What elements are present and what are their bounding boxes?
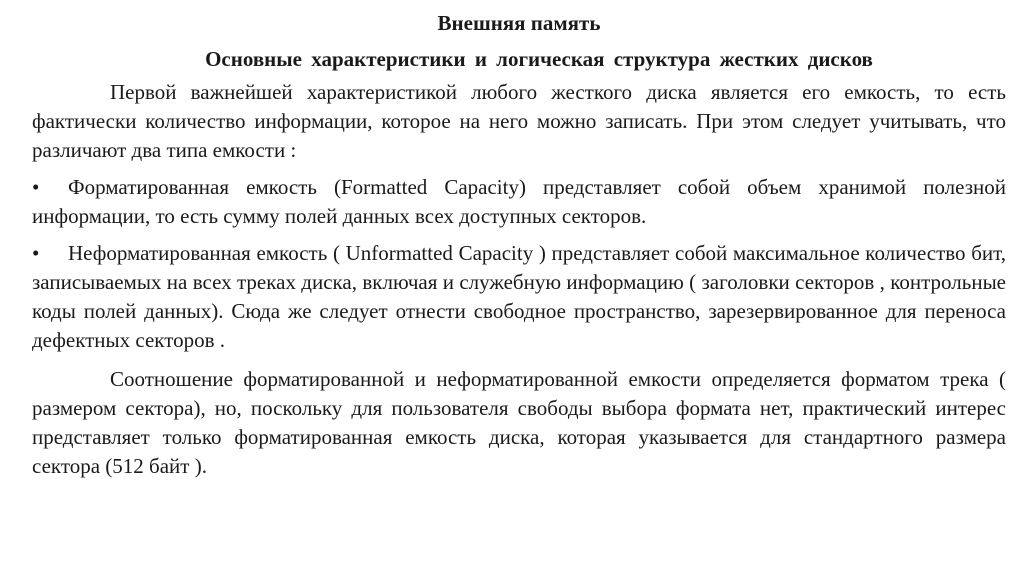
bullet-marker: •: [32, 241, 40, 265]
closing-paragraph: Соотношение форматированной и неформатированной емкости определяется форматом трека ( размером сектора), но, поскольку для пользователя свободы выбора формата нет, практический интерес представляет только форматированная емкость диска, которая указывается для стандартного размера сектора (512 байт ).: [32, 367, 1006, 478]
bullet-marker: •: [32, 175, 40, 199]
bullet-formatted-capacity: [32, 173, 1006, 231]
bullet-text: Форматированная емкость (Formatted Capacity) представляет собой объем хранимой полезной информации, то есть сумму полей данных всех доступных секторов.: [32, 175, 1006, 228]
bullet-text: Неформатированная емкость ( Unformatted Capacity ) представляет собой максимальное количество бит, записываемых на всех треках диска, включая и служебную информацию ( заголовки секторов , контрольные коды полей данных). Сюда же следует отнести свободное пространство, зарезервированное для переноса дефектных секторов .: [32, 241, 1006, 352]
page-title: Внешняя память: [437, 11, 601, 35]
bullet-unformatted-capacity: [32, 239, 1006, 355]
page-subtitle: Основные характеристики и логическая структура жестких дисков: [205, 47, 873, 71]
intro-paragraph: Первой важнейшей характеристикой любого жесткого диска является его емкость, то есть фактически количество информации, которое на него можно записать. При этом следует учитывать, что различают два типа емкости :: [32, 80, 1006, 162]
